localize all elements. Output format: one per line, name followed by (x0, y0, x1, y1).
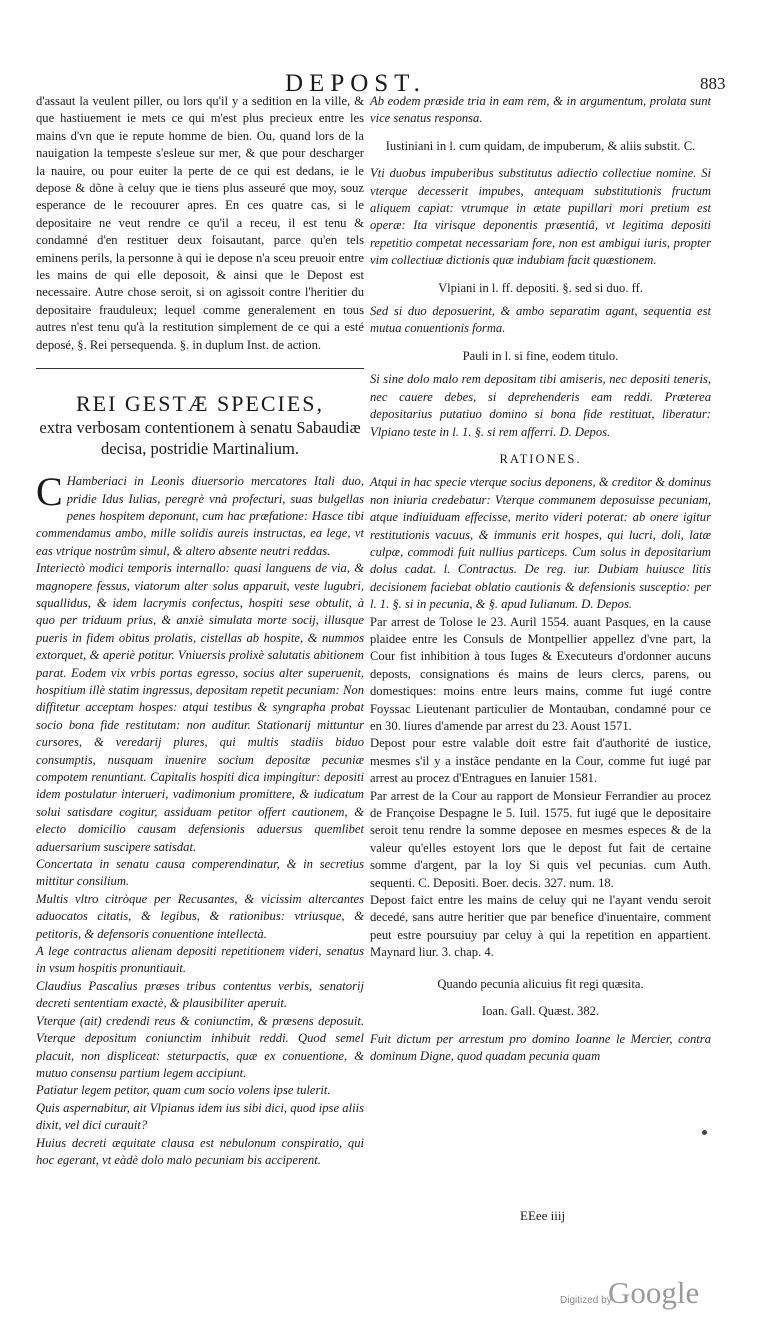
right-paragraph-1: Ab eodem præside tria in eam rem, & in argumentum, prolata sunt vice senatus responsa. (370, 94, 711, 126)
right-paragraph-8: Par arrest de la Cour au rapport de Monsieur Ferrandier au procez de Françoise Despagne le 5. Iuil. 1575. fut iugé que le depositaire seroit tenu rendre la somme deposee en mesmes especes & de la valeur qu'elles estoyent lors que le depost fut fait de certaine somme d'argent, par la loy Si quis vel pecunias. cum Auth. sequenti. C. Depositi. Boer. decis. 327. num. 18. (370, 788, 711, 890)
right-column (370, 93, 711, 1065)
right-paragraph-4: Si sine dolo malo rem depositam tibi amiseris, nec depositi teneris, nec cauere debes, si deprehenderis eam reddi. Præterea depositarius putatiuo domino si bona fide restituat, liberatur: Vlpiano teste in l. 1. §. si rem afferri. D. Depos. (370, 372, 711, 439)
left-paragraph-4: Concertata in senatu causa comperendinatur, & in secretius mittitur consilium. (36, 857, 364, 889)
section-heading: REI GESTÆ SPECIES, (75, 391, 325, 417)
right-paragraph-3: Sed si duo deposuerint, & ambo separatim agant, sequentia est mutua conuentionis forma. (370, 304, 711, 336)
google-logo: Google (608, 1275, 700, 1310)
left-paragraph-9: Patiatur legem petitor, quam cum socio volens ipse tulerit. (36, 1083, 331, 1098)
watermark-prefix: Digitized by (560, 1295, 612, 1306)
right-paragraph-2: Vti duobus impuberibus substitutus adiectio collectiue nomine. Si vterque decesserit impubes, antequam substitutionis fructum aliquem capiat: vtrumque in ætate pupillari mori pretium est operæ: Ita virisque deponentis præsentiâ, vt legitima depositi repetitio competat necessariam fore, non est ambigui iuris, propter vim collectiuæ dictionis quæ indubiam facit quæstionem. (370, 166, 711, 268)
section-subheading: extra verbosam contentionem à senatu Sabaudiæ decisa, postridie Martinalium. (39, 418, 361, 459)
left-paragraph-2-text: Hamberiaci in Leonis diuersorio mercatores Itali duo, pridie Idus Iulias, peregrè vnà profecturi, suas bulgellas penes hospitem deponunt, cum hac præfatione: Hasce tibi commendamus ambo, mille solidis aureis instructas, ea lege, vt eas vtrique nostrûm simul, & altero absente neutri reddas. (36, 474, 364, 558)
ink-mark (702, 1130, 707, 1135)
page-number: 883 (700, 74, 726, 93)
right-heading-3: Pauli in l. si fine, eodem titulo. (462, 348, 619, 363)
right-heading-1: Iustiniani in l. cum quidam, de impuberum, & aliis substit. C. (385, 138, 696, 153)
left-paragraph-11: Huius decreti æquitate clausa est nebulonum conspiratio, qui hoc egerant, vt eàdè dolo malo pecuniam bis acciperent. (36, 1135, 364, 1167)
right-heading-2: Vlpiani in l. ff. depositi. §. sed si duo. ff. (438, 280, 643, 295)
right-paragraph-5: Atqui in hac specie vterque socius deponens, & creditor & dominus non iniuria credebatur: Vterque communem deposuisse pecuniam, atque indiuiduam effecisse, merito videri poterat: ab onere igitur restitutionis vacuus, & immunis erit hospes, qui lucri, doli, latæ culpæ, commodi fuit nullius particeps. Cum solus in depositarium dolus cadat. l. Contractus. De reg. iur. Dubiam huiusce litis decisionem faciebat oblatio cautionis & defensionis susceptio: per l. 1. §. si in pecunia, & §. apud Iulianum. D. Depos. (370, 475, 711, 612)
left-paragraph-3: Interiectò modici temporis internallo: quasi languens de via, & magnopere fessus, viatorum alter solus apparuit, veste lugubri, squallidus, & idem lacrymis confectus, hospiti sese obtulit, à quo per triduum prius, & anxiè simulata morte socij, illusque pueris in fidem obitus prolatis, cistellas ab hospite, & nummos extorquet, & aperiè potitur. Vniuersis prolixè salutatis abitionem parat. Eodem vix vrbis portas egresso, socius alter superuenit, hospitium illè statim ingressus, depositam repetit pecuniam: Non diffitetur acceptam hospes: atqui testibus & syngrapha probat socio bona fide restitutam: non auditur. Stationarij mittuntur cursores, & veredarij plures, qui multis stadiis biduo consumptis, nusquam inuenire socium depositæ pecuniæ compotem renuntiant. Capitalis hospiti dica impingitur: depositi idem postulatur interueri, vadimonium promittere, & iudicatum solui satisdare cogitur, assiduam petitor offert cautionem, & electo domicilio causam defensionis aduersus quemlibet aduersarium suscipere satisdat. (36, 561, 364, 854)
right-paragraph-9: Depost faict entre les mains de celuy qui ne l'ayant vendu seroit decedé, sans autre heritier que par benefice d'inuentaire, comment peut estre poursuiuy par celuy à qui la repetition en appartient. Maynard liur. 3. chap. 4. (370, 893, 711, 960)
left-paragraph-7: Claudius Pascalius præses tribus contentus verbis, senatorij decreti sententiam exactè, & plausibiliter aperuit. (36, 978, 364, 1011)
left-paragraph-8: Vterque (ait) credendi reus & coniunctim, & præsens deposuit. Vterque depositum coniunctim inhibuit reddi. Quod semel placuit, non displiceat: steturpactis, quæ ex conuentione, & mutuo consensu partium legem accipiunt. (36, 1013, 364, 1080)
digitized-watermark (560, 1275, 710, 1315)
left-paragraph-5: Multis vltro citròque per Recusantes, & vicissim altercantes aduocatos citatis, & legibus, & rationibus: vtriusque, & petitoris, & defensoris conuentione intellectà. (36, 891, 364, 941)
left-paragraph-10: Quis aspernabitur, ait Vlpianus idem ius sibi dici, quod ipse aliis dixit, vel dici curauit? (36, 1100, 364, 1133)
right-paragraph-6: Par arrest de Tolose le 23. Auril 1554. auant Pasques, en la cause plaidee entre les Consuls de Montpellier appellez d'vne part, la Cour fist inhibition à tous Iuges & Executeurs d'ordonner aucuns deposts, consignations és mains de leurs clercs, parens, ou domestiques: moins entre leurs mains, comme fut iugé contre Foyssac Lieutenant particulier de Montauban, condamné pour ce en 30. liures d'amende par arrest du 23. Aoust 1571. (370, 614, 711, 733)
running-title: DEPOST. (285, 70, 426, 97)
right-paragraph-7: Depost pour estre valable doit estre fait d'authorité de iustice, mesmes s'il y a instãce pendante en la Cour, comme fut iugé par arrest au procez d'Entragues en Ianuier 1581. (370, 736, 711, 786)
section-divider (36, 368, 364, 369)
right-heading-6: Ioan. Gall. Quæst. 382. (481, 1004, 600, 1019)
left-paragraph-1: d'assaut la veulent piller, ou lors qu'il y a sedition en la ville, & que hastiuement ie mets ce qui m'est plus precieux entre les mains d'vn que ie repute homme de bien. Ou, quand lors de la nauigation la tempeste s'esleue sur mer, & que pour descharger la nauire, ou pour euiter la perte de ce qui est dedans, ie le depose & dõne à celuy que ie tiens plus asseuré que moy, souz esperance de le recouurer apres. En ces quatre cas, si le depositaire ne veut rendre ce qu'il a receu, il est tenu & condamné d'en restituer deux foisautant, parce qu'en tels eminens perils, la personne à qui ie depose n'a sceu preuoir entre les mains de qui elle deposoit, & ainsi que le Depost est necessaire. Autre chose seroit, si on agissoit contre l'heritier du depositaire frauduleux; lequel comme generalement en tous autres n'est tenu qu'à la restitution simplement de ce qui a esté deposé, §. Rei persequenda. §. in duplum Inst. de action. (36, 94, 364, 352)
right-paragraph-10: Fuit dictum per arrestum pro domino Ioanne le Mercier, contra dominum Digne, quod quadam pecunia quam (370, 1031, 711, 1063)
left-column (36, 93, 364, 1169)
left-paragraph-2 (36, 469, 364, 560)
signature-mark: EEee iiij (520, 1208, 566, 1223)
left-paragraph-6: A lege contractus alienam depositi repetitionem videri, senatus in vsum hospitis pronuntiauit. (36, 944, 364, 976)
rationes-heading: RATIONES. (499, 451, 582, 466)
drop-cap: C (36, 469, 63, 515)
right-heading-5: Quando pecunia alicuius fit regi quæsita. (437, 976, 644, 991)
